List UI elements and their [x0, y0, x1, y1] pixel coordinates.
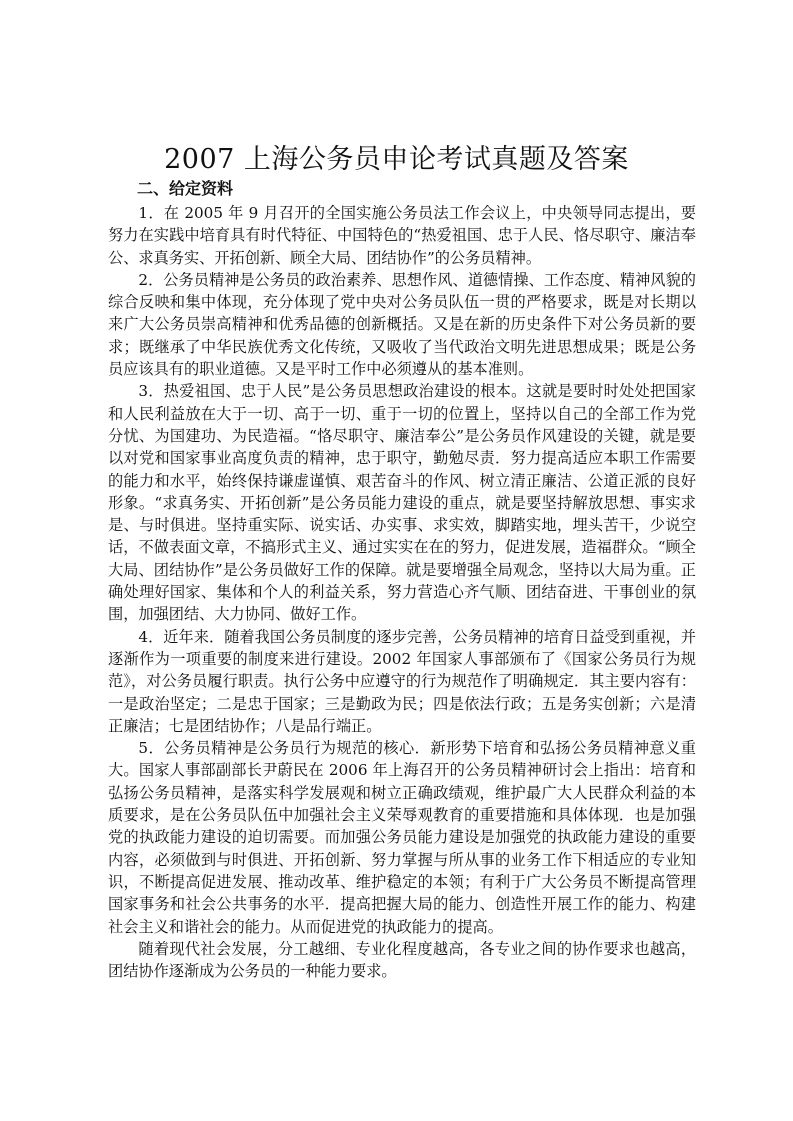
- paragraph-6: 随着现代社会发展，分工越细、专业化程度越高，各专业之间的协作要求也越高，团结协作逐渐成为公务员的一种能力要求。: [108, 939, 696, 981]
- section-heading: 二、给定资料: [137, 179, 234, 198]
- paragraph-2: 2．公务员精神是公务员的政治素养、思想作风、道德情操、工作态度、精神风貌的综合反映和集中体现，充分体现了党中央对公务员队伍一贯的严格要求，既是对长期以来广大公务员崇高精神和优秀品德的创新概括。又是在新的历史条件下对公务员新的要求；既继承了中华民族优秀文化传统，又吸收了当代政治文明先进思想成果；既是公务员应该具有的职业道德。又是平时工作中必须遵从的基本准则。: [108, 270, 696, 379]
- paragraph-5: 5．公务员精神是公务员行为规范的核心．新形势下培育和弘扬公务员精神意义重大。国家人事部副部长尹蔚民在 2006 年上海召开的公务员精神研讨会上指出：培育和弘扬公务员精神，是落实科学发展观和树立正确政绩观，维护最广大人民群众利益的本质要求，是在公务员队伍中加强社会主义荣辱观教育的重要措施和具体体现．也是加强党的执政能力建设的迫切需要。而加强公务员能力建设是加强党的执政能力建设的重要内容，必须做到与时俱进、开拓创新、努力掌握与所从事的业务工作下相适应的专业知识，不断提高促进发展、推动改革、维护稳定的本领；有利于广大公务员不断提高管理国家事务和社会公共事务的水平．提高把握大局的能力、创造性开展工作的能力、构建社会主义和谐社会的能力。从而促进党的执政能力的提高。: [108, 739, 696, 936]
- document-title: 2007 上海公务员申论考试真题及答案: [164, 144, 629, 175]
- paragraph-3: 3．热爱祖国、忠于人民”是公务员思想政治建设的根本。这就是要时时处处把国家和人民利益放在大于一切、高于一切、重于一切的位置上，坚持以自己的全部工作为党分忧、为国建功、为民造福。“恪尽职守、廉洁奉公”是公务员作风建设的关键，就是要以对党和国家事业高度负责的精神，忠于职守，勤勉尽责．努力提高适应本职工作需要的能力和水平，始终保持谦虚谨慎、艰苦奋斗的作风、树立清正廉洁、公道正派的良好形象。“求真务实、开拓创新”是公务员能力建设的重点，就是要坚持解放思想、事实求是、与时俱进。坚持重实际、说实话、办实事、求实效，脚踏实地，埋头苦干，少说空话，不做表面文章，不搞形式主义、通过实实在在的努力，促进发展，造福群众。“顾全大局、团结协作”是公务员做好工作的保障。就是要增强全局观念，坚持以大局为重。正确处理好国家、集体和个人的利益关系，努力营造心齐气顺、团结奋进、干事创业的氛围，加强团结、大力协同、做好工作。: [108, 382, 696, 624]
- paragraph-4: 4．近年来．随着我国公务员制度的逐步完善，公务员精神的培育日益受到重视，并逐渐作为一项重要的制度来进行建设。2002 年国家人事部颁布了《国家公务员行为规范》，对公务员履行职责。执行公务中应遵守的行为规范作了明确规定．其主要内容有：一是政治坚定；二是忠于国家；三是勤政为民；四是依法行政；五是务实创新；六是清正廉洁；七是团结协作；八是品行端正。: [108, 627, 696, 735]
- paragraph-1: 1．在 2005 年 9 月召开的全国实施公务员法工作会议上，中央领导同志提出，要努力在实践中培育具有时代特征、中国特色的“热爱祖国、忠于人民、恪尽职守、廉洁奉公、求真务实、开拓创新、顾全大局、团结协作”的公务员精神。: [108, 204, 696, 267]
- document-body: [108, 202, 696, 982]
